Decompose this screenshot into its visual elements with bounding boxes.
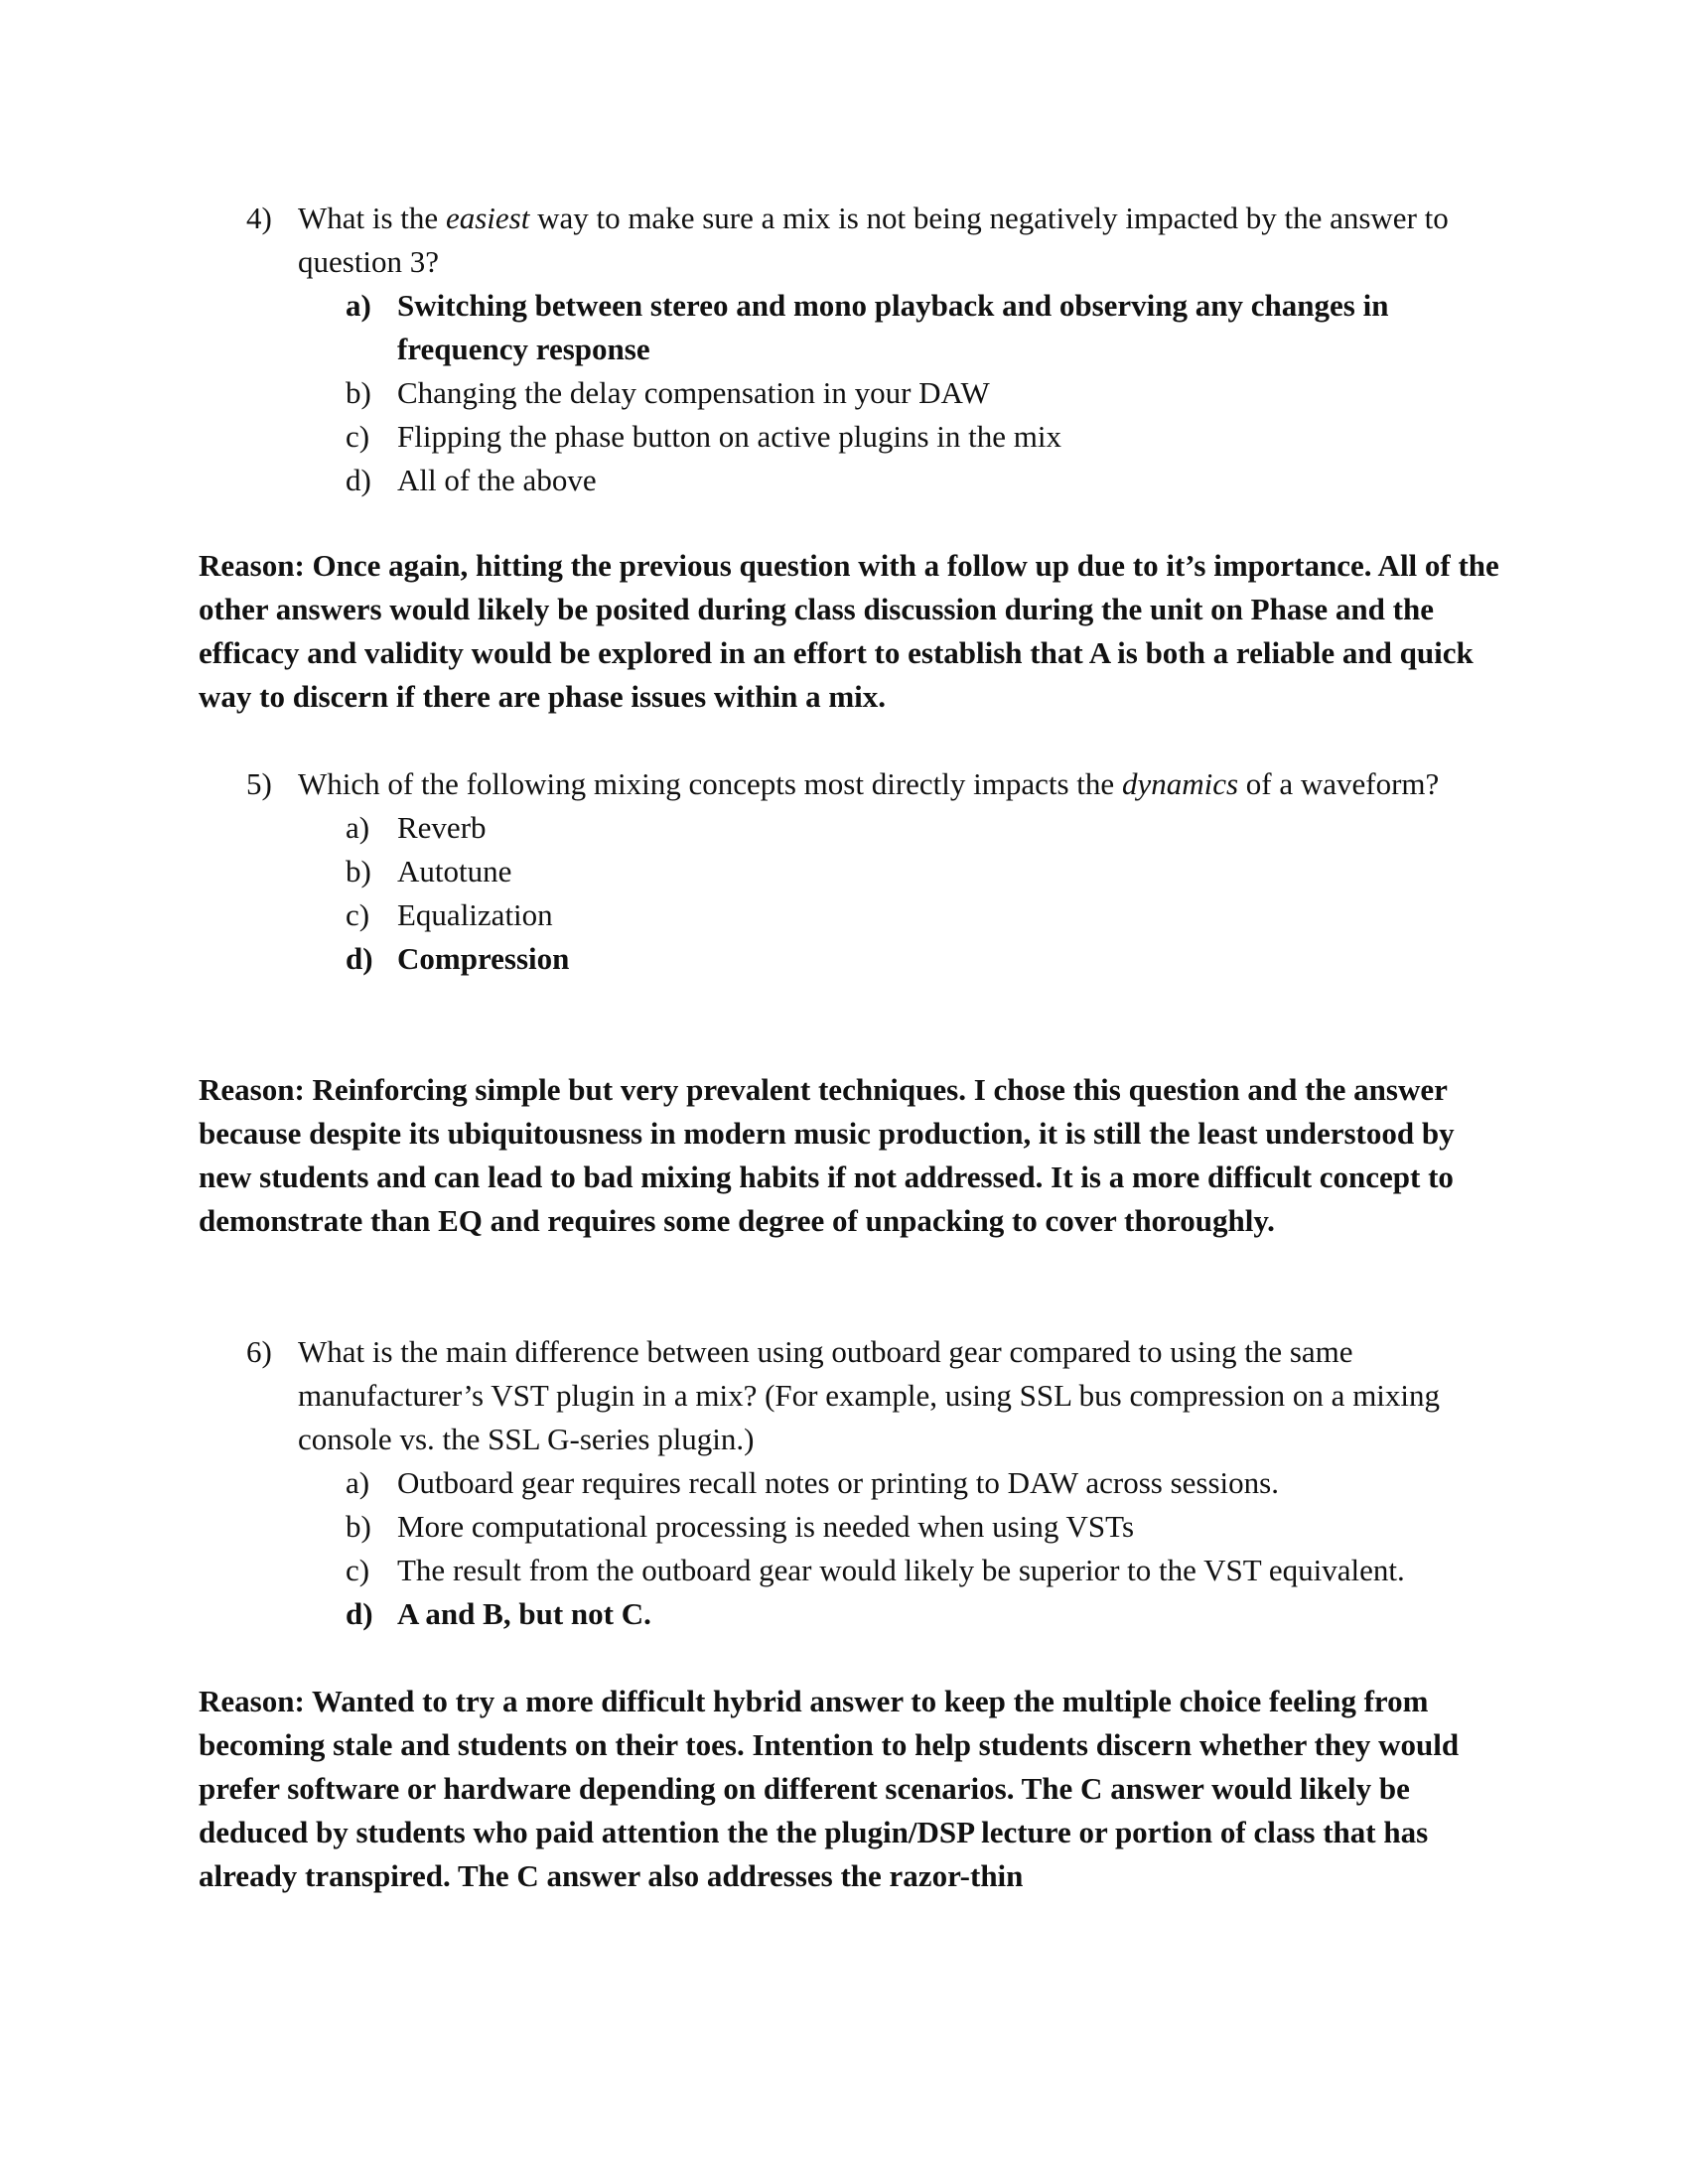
question-text: 4) What is the easiest way to make sure a mix is not being negatively impacted by the answer to question 3?: [199, 197, 1499, 284]
question-number: 5): [246, 766, 272, 801]
option-b: b) Autotune: [346, 854, 512, 888]
question-text: 6) What is the main difference between using outboard gear compared to using the same manufacturer’s VST plugin in a mix? (For example, using SSL bus compression on a mixing console vs. the SSL G-series plugin.): [199, 1330, 1499, 1461]
reason-5: Reason: Reinforcing simple but very prevalent techniques. I chose this question and the answer because despite its ubiquitousness in modern music production, it is still the least understood by new students and can lead to bad mixing habits if not addressed. It is a more difficult concept to demonstrate than EQ and requires some degree of unpacking to cover thoroughly.: [199, 1072, 1455, 1238]
question-5: [199, 762, 1499, 981]
option-a: a) Reverb: [346, 810, 487, 845]
question-4: [199, 197, 1499, 502]
option-b: b) More computational processing is needed when using VSTs: [346, 1509, 1135, 1544]
options-list: [199, 1461, 1499, 1636]
question-number: 4): [246, 201, 272, 235]
options-list: [199, 806, 1499, 981]
option-a: a) Outboard gear requires recall notes or printing to DAW across sessions.: [346, 1465, 1279, 1500]
options-list: [199, 284, 1499, 502]
option-b: b) Changing the delay compensation in your DAW: [346, 375, 990, 410]
option-c: c) The result from the outboard gear would likely be superior to the VST equivalent.: [346, 1553, 1405, 1587]
question-6: [199, 1330, 1499, 1636]
question-number: 6): [246, 1334, 272, 1369]
option-d: d) A and B, but not C.: [346, 1596, 651, 1631]
question-text: 5) Which of the following mixing concepts most directly impacts the dynamics of a waveform?: [199, 762, 1499, 806]
reason-6: Reason: Wanted to try a more difficult hybrid answer to keep the multiple choice feeling from becoming stale and students on their toes. Intention to help students discern whether they would prefer software or hardware depending on different scenarios. The C answer would likely be deduced by students who paid attention the the plugin/DSP lecture or portion of class that has already transpired. The C answer also addresses the razor-thin: [199, 1684, 1460, 1893]
option-d: d) Compression: [346, 941, 570, 976]
option-a: a) Switching between stereo and mono playback and observing any changes in frequency response: [346, 288, 1389, 366]
reason-4: Reason: Once again, hitting the previous question with a follow up due to it’s importance. All of the other answers would likely be posited during class discussion during the unit on Phase and the efficacy and validity would be explored in an effort to establish that A is both a reliable and quick way to discern if there are phase issues within a mix.: [199, 548, 1499, 714]
option-c: c) Equalization: [346, 897, 553, 932]
option-c: c) Flipping the phase button on active plugins in the mix: [346, 419, 1062, 454]
option-d: d) All of the above: [346, 463, 597, 497]
